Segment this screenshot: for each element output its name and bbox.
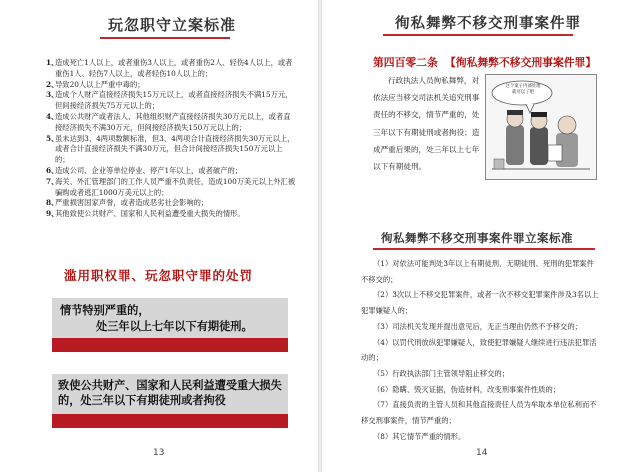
illustration-caption: 这个案子内部处理就可以了吧: [505, 84, 541, 95]
criteria-item-text: 造成个人财产直接经济损失15万元以上，或者直接经济损失不满15万元，但间接经济损失75万元以上的；: [55, 90, 293, 111]
standard-item: （3）司法机关发现并提出意见后，无正当理由仍然不予移交的；: [373, 321, 582, 331]
standard-item: （7）直接负责的主管人员和其他直接责任人员为牟取本单位私利而不移交刑事案件，情节严重的；: [361, 400, 597, 426]
criteria-item-text: 导致20人以上严重中毒的；: [55, 79, 145, 89]
standard-item: （5）行政执法部门主管领导阻止移交的；: [373, 368, 509, 378]
standard-title-underline: [373, 248, 595, 250]
criteria-item-text: 其他致使公共财产、国家和人民利益遭受重大损失的情形。: [55, 209, 245, 219]
page-number-left: 13: [153, 448, 165, 458]
penalty-box-1-line1: 情节特别严重的，: [60, 303, 150, 317]
standard-item: （8）其它情节严重的情形。: [373, 431, 466, 441]
criteria-item-text: 严重损害国家声誉，或者造成恶劣社会影响的；: [55, 198, 209, 208]
criteria-item-text: 造成死亡1人以上，或者重伤3人以上，或者重伤2人、轻伤4人以上，或者重伤1人、轻伤7人以上，或者轻伤10人以上的；: [55, 58, 293, 78]
criteria-item: [46, 58, 296, 80]
criteria-item: [46, 209, 296, 220]
criteria-item-text: 造成公共财产或者法人、其他组织财产直接经济损失30万元以上，或者直接经济损失不满30万元，但间接经济损失150万元以上的；: [55, 111, 291, 132]
penalty-box-1-bar: [52, 338, 288, 352]
criteria-item-text: 虽未达到3、4两项数额标准，但3、4两项合计直接经济损失30万元以上，或者合计直接经济损失不满30万元，但合计间接经济损失150万元以上的；: [55, 133, 295, 165]
criteria-item-number: 7、: [46, 176, 59, 186]
standard-item: （6）隐瞒、毁灭证据，伪造材料，改变刑事案件性质的；: [373, 384, 561, 394]
standard-list: [361, 256, 599, 444]
criteria-item: [46, 134, 296, 166]
standard-item: （4）以罚代刑放纵犯罪嫌疑人，致使犯罪嫌疑人继续进行违法犯罪活动的；: [361, 337, 597, 363]
criteria-item: [46, 112, 296, 134]
right-page-title: 徇私舞弊不移交刑事案件罪: [395, 15, 581, 32]
penalty-title: 滥用职权罪、玩忽职守罪的处罚: [64, 268, 254, 283]
criteria-item-text: 造成公司、企业等单位停业、停产1年以上，或者破产的；: [55, 165, 243, 175]
left-page-title: 玩忽职守立案标准: [108, 16, 237, 34]
standard-title: 徇私舞弊不移交刑事案件罪立案标准: [381, 231, 573, 245]
criteria-item-number: 3、: [46, 90, 59, 100]
penalty-box-2-text: 致使公共财产、国家和人民利益遭受重大损失的，处三年以下有期徒刑或者拘役: [58, 378, 282, 407]
criteria-item-number: 5、: [46, 133, 59, 143]
criteria-item: [46, 166, 296, 177]
criteria-item: [46, 90, 296, 112]
page-number-right: 14: [476, 448, 488, 458]
criteria-item-number: 2、: [46, 79, 59, 89]
criteria-item-number: 9、: [46, 209, 59, 219]
criteria-item: [46, 80, 296, 91]
illustration: [485, 74, 597, 180]
penalty-box-1-line2: 处三年以上七年以下有期徒刑。: [96, 319, 253, 333]
standard-item: （1）对依法可能判处3年以上有期徒刑、无期徒刑、死刑的犯罪案件不移交的；: [361, 259, 594, 284]
criteria-item: [46, 198, 296, 209]
article-text: 行政执法人员徇私舞弊，对依法应当移交司法机关追究刑事责任的不移交，情节严重的，处三年以下有期徒刑或者拘役；造成严重后果的，处三年以上七年以下有期徒刑。: [373, 76, 480, 172]
criteria-list: [46, 58, 296, 220]
title-underline: [100, 37, 230, 39]
article-name: 【徇私舞弊不移交刑事案件罪】: [445, 56, 597, 69]
left-page: [0, 0, 319, 472]
penalty-box-2-bar: [52, 414, 288, 428]
article-label: 第四百零二条: [373, 56, 438, 69]
criteria-item-number: 6、: [46, 165, 59, 175]
criteria-item-number: 1、: [46, 58, 59, 67]
criteria-item-number: 8、: [46, 198, 59, 208]
right-title-underline: [383, 34, 573, 36]
criteria-item: [46, 177, 296, 199]
standard-item: （2）3次以上不移交犯罪案件，或者一次不移交犯罪案件涉及3名以上犯罪嫌疑人的；: [361, 290, 599, 316]
criteria-item-text: 海关、外汇管理部门的工作人员严重不负责任，造成100万美元以上外汇被骗购或者逃汇1000万美元以上的；: [55, 176, 296, 197]
criteria-item-number: 4、: [46, 111, 59, 121]
right-page: [321, 0, 640, 472]
